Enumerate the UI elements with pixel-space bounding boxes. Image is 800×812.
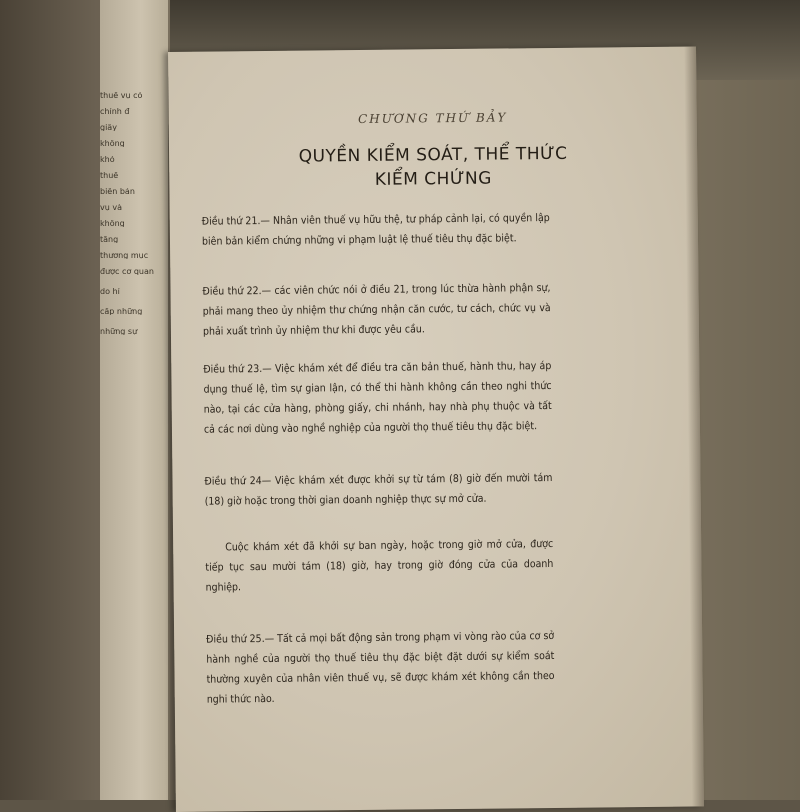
- article-24-heading: Điều thứ 24—: [204, 474, 272, 488]
- article-23-heading: Điều thứ 23.—: [203, 362, 272, 376]
- left-page-line: thương mục: [100, 252, 149, 259]
- left-page-line: cấp những: [100, 308, 143, 315]
- article-25-heading: Điều thứ 25.—: [206, 632, 275, 646]
- chapter-title-line-1: QUYỀN KIỂM SOÁT, THỂ THỨC: [298, 143, 568, 167]
- article-24-continuation-text: Cuộc khám xét đã khởi sự ban ngày, hoặc trong giờ mở cửa, được tiếp tục sau mười tám (18) giờ, hay trong giờ đóng cửa của doanh nghiệp.: [205, 537, 554, 594]
- article-22-heading: Điều thứ 22.—: [202, 284, 272, 298]
- left-page-line: biên bản: [100, 188, 135, 195]
- article-21-text: Nhân viên thuế vụ hữu thệ, tư pháp cảnh lại, có quyền lập biên bản kiểm chứng những vi phạm luật lệ thuế tiêu thụ đặc biệt.: [201, 212, 550, 248]
- left-page-line: tăng: [100, 236, 119, 243]
- left-page-line: vụ và: [100, 204, 122, 211]
- article-23: [203, 356, 552, 440]
- article-22: [202, 278, 551, 342]
- left-page-line: không: [100, 220, 125, 227]
- chapter-heading: CHƯƠNG THỨ BẢY: [357, 110, 508, 127]
- article-25-text: Tất cả mọi bất động sản trong phạm vi vòng rào của cơ sở hành nghề của người thọ thuế tiêu thụ đặc biệt đặt dưới sự kiểm soát thường xuyên của nhân viên thuế vụ, sẽ được khám xét không cần theo nghi thức nào.: [206, 629, 555, 706]
- article-24-text: Việc khám xét được khởi sự từ tám (8) giờ đến mười tám (18) giờ hoặc trong thời gian doanh nghiệp thực sự mở cửa.: [204, 471, 553, 508]
- left-page-line: do hí: [100, 288, 120, 295]
- left-page-line: thuế: [100, 172, 119, 179]
- article-25: [206, 626, 555, 710]
- chapter-title-line-2: KIỂM CHỨNG: [374, 168, 492, 190]
- left-page-line: chính đ: [100, 108, 130, 115]
- book-page: [168, 46, 704, 811]
- left-page: [100, 0, 170, 800]
- article-24-continuation: [205, 534, 554, 598]
- article-22-text: các viên chức nói ở điều 21, trong lúc thừa hành phận sự, phải mang theo ủy nhiệm thư chứng nhận căn cước, tư cách, chức vụ và phải xuất trình ủy nhiệm thư khi được yêu cầu.: [202, 282, 551, 338]
- article-24: [204, 468, 552, 512]
- left-page-line: thuế vụ có: [100, 92, 143, 99]
- left-page-line: được cơ quan: [100, 268, 154, 275]
- article-23-text: Việc khám xét để điều tra căn bản thuế, hành thu, hay áp dụng thuế lệ, tìm sự gian lận, có thể thi hành không cần theo nghi thức nào, tại các cửa hàng, phòng giấy, chi nhánh, hay nhà phụ thuộc và tất cả các nơi dùng vào nghề nghiệp của người thọ thuế tiêu thụ đặc biệt.: [203, 360, 552, 436]
- left-page-line: không: [100, 140, 125, 147]
- left-page-line: giây: [100, 124, 117, 131]
- left-page-line: khó: [100, 156, 115, 163]
- article-21-heading: Điều thứ 21.—: [201, 214, 270, 228]
- left-page-line: những sự: [100, 328, 138, 335]
- article-21: [202, 208, 550, 252]
